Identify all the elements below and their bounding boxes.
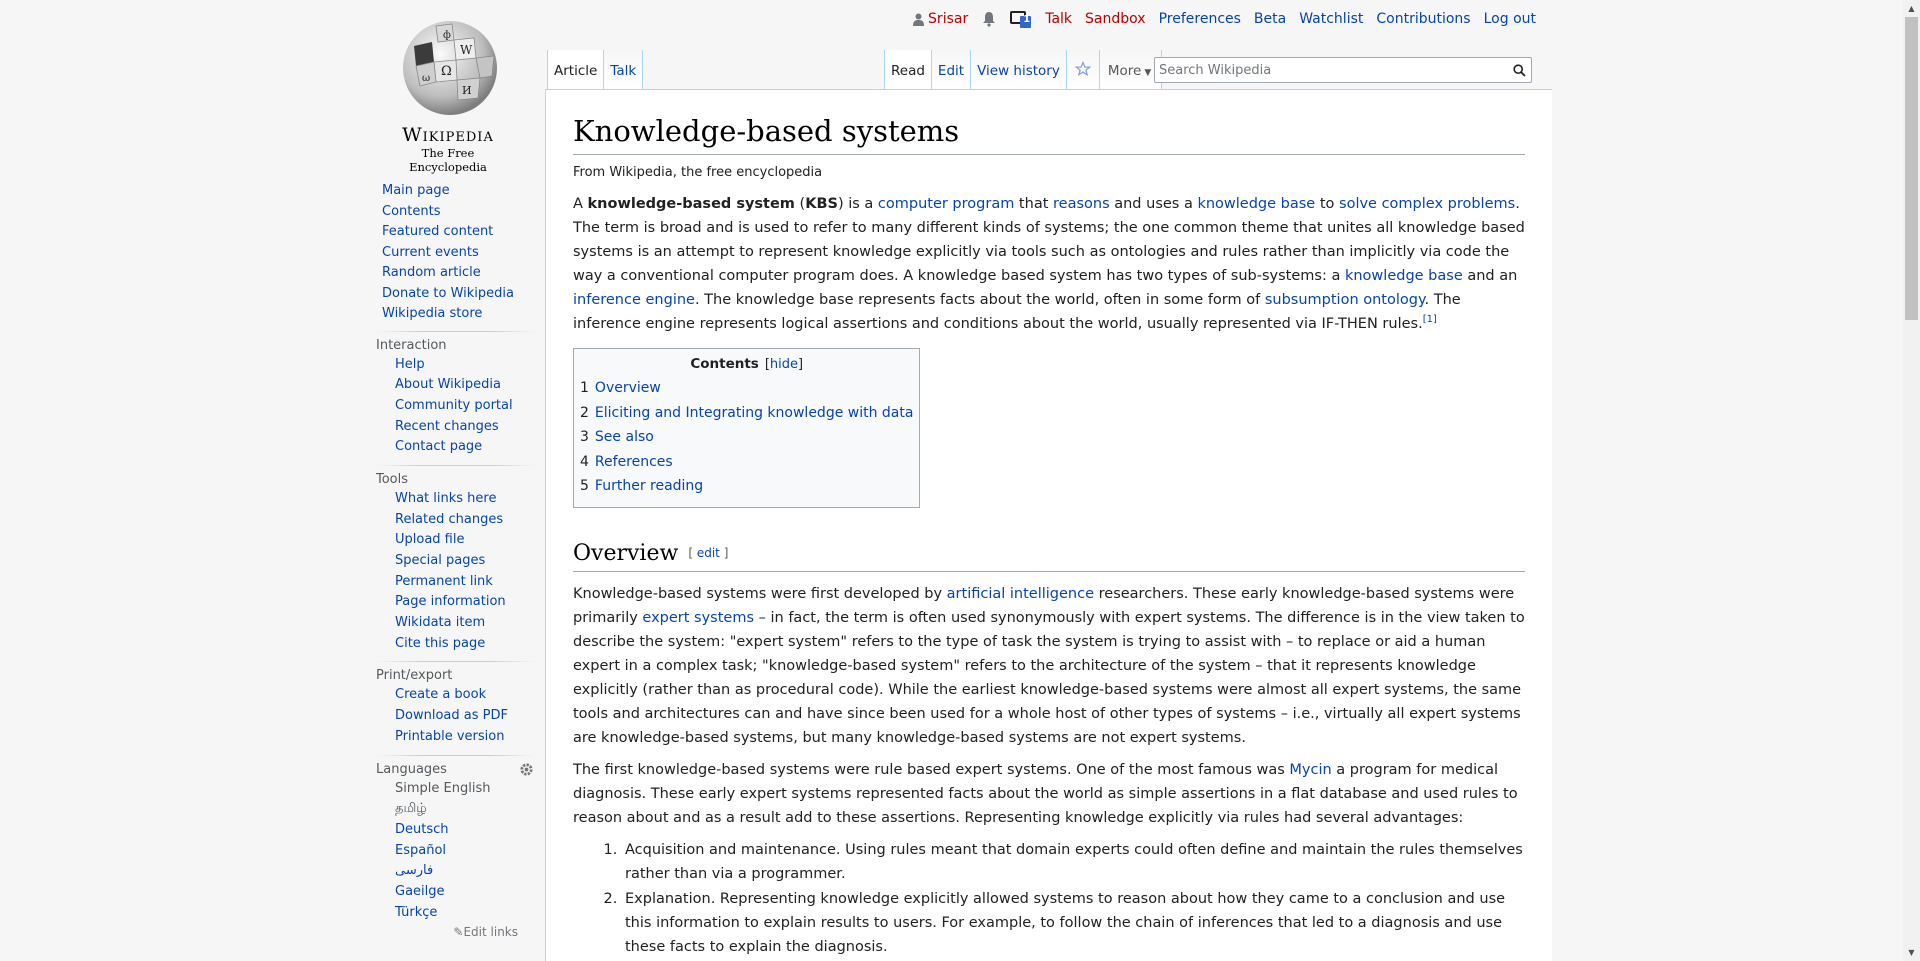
nav-create-book[interactable]: Create a book (395, 687, 487, 703)
tab-article-label: Article (554, 63, 598, 79)
toc-item[interactable] (580, 425, 913, 450)
logo-tagline: The Free Encyclopedia (409, 146, 487, 174)
toc-title: Contents (690, 356, 759, 373)
lang-gaeilge[interactable]: Gaeilge (395, 883, 445, 899)
edit-links-label: Edit links (463, 925, 518, 940)
toc-link-further-reading[interactable]: Further reading (594, 478, 704, 495)
svg-text:ф: ф (443, 30, 451, 41)
lang-turkce[interactable]: Türkçe (395, 904, 438, 920)
nav-printable-version[interactable]: Printable version (395, 728, 505, 744)
scroll-up-arrow-icon[interactable]: ▲ (1908, 4, 1915, 13)
section-edit: [ edit ] (688, 545, 729, 560)
personal-sandbox-link[interactable]: Sandbox (1085, 11, 1146, 27)
toc-title-row (580, 356, 913, 372)
page-title: Knowledge-based systems (573, 113, 1525, 155)
more-menu[interactable] (1100, 50, 1162, 90)
table-of-contents (573, 348, 920, 508)
text: ) is a (837, 196, 878, 213)
nav-permanent-link[interactable]: Permanent link (395, 573, 493, 589)
toc-item[interactable] (580, 474, 913, 499)
wikipedia-logo[interactable] (384, 18, 512, 174)
link-knowledge-base[interactable]: knowledge base (1197, 196, 1316, 213)
portal-tools-title: Tools (366, 470, 536, 489)
tab-history-label: View history (977, 63, 1060, 79)
notices-button[interactable] (1010, 10, 1032, 28)
nav-store[interactable]: Wikipedia store (382, 306, 483, 321)
watch-star-button[interactable] (1067, 50, 1100, 90)
nav-cite-this-page[interactable]: Cite this page (395, 635, 486, 651)
text: researchers. These early knowledge-based systems were primarily (573, 586, 1515, 627)
lang-deutsch[interactable]: Deutsch (395, 821, 449, 837)
nav-contents[interactable]: Contents (382, 203, 441, 219)
notification-count: 1 (1023, 14, 1031, 25)
nav-what-links-here[interactable]: What links here (395, 490, 497, 506)
more-label: More (1107, 63, 1142, 79)
bold-term: knowledge-based system (587, 196, 795, 213)
toc-hide-link[interactable]: hide (769, 357, 799, 373)
toc-item[interactable] (580, 401, 913, 426)
text: . The knowledge base represents facts about the world, often in some form of (694, 292, 1265, 309)
nav-download-pdf[interactable]: Download as PDF (395, 708, 508, 724)
user-icon (913, 13, 924, 26)
link-computer-program[interactable]: computer program (877, 196, 1015, 213)
link-mycin[interactable]: Mycin (1289, 762, 1332, 779)
scrollbar-thumb[interactable] (1905, 17, 1918, 320)
search-icon (1513, 64, 1526, 77)
wordmark: Wikipedia (402, 124, 494, 146)
link-inference-engine[interactable]: inference engine (573, 292, 695, 309)
article-content (545, 89, 1552, 961)
text: and uses a (1109, 196, 1198, 213)
svg-text:ω: ω (422, 73, 431, 84)
portal-print (366, 666, 536, 747)
svg-text:W: W (460, 43, 473, 57)
text: Knowledge-based systems were first developed by (573, 586, 947, 603)
link-artificial-intelligence[interactable]: artificial intelligence (946, 586, 1095, 603)
bold-abbrev: KBS (805, 196, 838, 213)
text: a program for medical diagnosis. These early expert systems represented facts about the world as simple assertions in a flat database and used rules to reason about and as a result add to these assertions. Representing knowledge explicitly via rules had several advantages: (573, 762, 1518, 827)
toc-link-references[interactable]: References (594, 453, 673, 470)
nav-current-events[interactable]: Current events (382, 244, 479, 260)
text: – in fact, the term is often used synonymously with expert systems. The difference is in the view taken to describe the system: "expert system" refers to the type of task the system is trying to assist with – to replace or aid a human expert in a complex task; "knowledge-based system" refers to the architecture of the system – that it represents knowledge explicitly (rather than as procedural code). While the earliest knowledge-based systems were almost all expert systems, the same tools and architectures can and have since been used for a whole host of other types of systems – i.e., virtually all expert systems are knowledge-based systems, but many knowledge-based systems are not expert systems. (573, 610, 1525, 747)
gear-icon[interactable] (519, 762, 534, 777)
scroll-down-arrow-icon[interactable]: ▼ (1908, 948, 1915, 957)
personal-watchlist-link[interactable]: Watchlist (1299, 11, 1364, 27)
nav-random-article[interactable]: Random article (382, 265, 481, 280)
tab-talk-label: Talk (610, 63, 637, 79)
tab-edit[interactable] (932, 50, 971, 90)
toc-number: 2 (580, 404, 589, 421)
link-solve-complex-problems[interactable]: solve complex problems (1339, 196, 1516, 213)
search-button[interactable] (1507, 58, 1531, 82)
view-tabs (884, 50, 1162, 90)
link-subsumption-ontology[interactable]: subsumption ontology (1264, 292, 1425, 309)
site-sub: From Wikipedia, the free encyclopedia (573, 165, 823, 181)
toc-number: 5 (580, 478, 589, 495)
nav-featured-content[interactable]: Featured content (382, 224, 494, 239)
svg-text:И: И (462, 84, 472, 97)
lang-simple-english[interactable]: Simple English (395, 780, 491, 796)
search-box (1154, 57, 1532, 83)
nav-donate[interactable]: Donate to Wikipedia (382, 285, 514, 301)
user-link[interactable] (913, 11, 968, 27)
link-knowledge-base-2[interactable]: knowledge base (1344, 268, 1463, 285)
personal-beta-link[interactable]: Beta (1253, 11, 1287, 27)
tab-read[interactable] (884, 50, 932, 90)
toc-link-overview[interactable]: Overview (594, 380, 661, 397)
personal-preferences-link[interactable]: Preferences (1158, 11, 1241, 27)
portal-interaction-title: Interaction (366, 336, 536, 355)
text: to (1315, 196, 1340, 213)
lang-farsi[interactable]: فارسی (395, 863, 434, 879)
svg-text:Ω: Ω (441, 64, 452, 79)
text: . The term is broad and is used to refer to many different kinds of systems; the one common theme that unites all knowledge based systems is an attempt to represent knowledge explicitly via tools such as ontologies and rules rather than implicitly via code the way a conventional computer program does. A knowledge based system has two types of sub-systems: a (573, 196, 1525, 285)
puzzle-globe-icon (394, 18, 502, 118)
nav-about[interactable]: About Wikipedia (395, 377, 501, 393)
lang-espanol[interactable]: Español (395, 842, 447, 858)
username: Srisar (928, 11, 969, 27)
nav-wikidata-item[interactable]: Wikidata item (395, 615, 486, 631)
main-navigation (366, 180, 536, 324)
reference-1[interactable]: [1] (1422, 314, 1437, 326)
link-expert-systems[interactable]: expert systems (642, 610, 755, 627)
portal-interaction (366, 336, 536, 458)
personal-logout-link[interactable]: Log out (1483, 11, 1536, 27)
portal-languages-title: Languages (366, 760, 536, 779)
nav-recent-changes[interactable]: Recent changes (395, 418, 499, 434)
personal-tools (913, 10, 1536, 28)
portal-print-title: Print/export (366, 666, 536, 685)
text: . The inference engine represents logical assertions and conditions about the world, usually represented via IF-THEN rules. (573, 292, 1461, 333)
nav-page-information[interactable]: Page information (395, 594, 506, 610)
toc-number: 3 (580, 429, 589, 446)
bell-icon[interactable] (981, 11, 997, 27)
personal-talk-link[interactable]: Talk (1045, 11, 1073, 27)
overview-paragraph-1 (573, 582, 1525, 750)
toc-item[interactable] (580, 376, 913, 401)
pencil-icon: ✎ (453, 925, 464, 940)
nav-upload-file[interactable]: Upload file (395, 532, 465, 548)
tab-talk[interactable] (604, 50, 643, 90)
overview-paragraph-2 (573, 758, 1525, 830)
chevron-down-icon: ▼ (1144, 68, 1152, 78)
toc-number: 4 (580, 453, 589, 470)
portal-languages (366, 760, 536, 940)
section-edit-link[interactable]: edit (696, 545, 720, 560)
page-scrollbar[interactable] (1903, 0, 1920, 961)
text: ( (794, 196, 806, 213)
star-icon (1075, 61, 1091, 77)
sidebar (366, 180, 536, 939)
nav-help[interactable]: Help (395, 356, 425, 372)
search-input[interactable] (1155, 63, 1507, 78)
section-heading-overview (573, 540, 1525, 573)
tab-article[interactable] (547, 50, 604, 90)
lang-tamil[interactable]: தமிழ் (395, 801, 427, 817)
advantages-list (622, 838, 1525, 959)
text: that (1014, 196, 1053, 213)
tab-view-history[interactable] (971, 50, 1067, 90)
list-item: 1. Acquisition and maintenance. Using rules meant that domain experts could often define and maintain the rules themselves rather than via a programmer. (622, 838, 1525, 886)
tab-edit-label: Edit (937, 63, 965, 79)
section-title: Overview (573, 540, 679, 566)
text: The first knowledge-based systems were rule based expert systems. One of the most famous was (573, 762, 1290, 779)
nav-main-page[interactable]: Main page (382, 183, 450, 198)
link-reasons[interactable]: reasons (1053, 196, 1110, 213)
nav-contact-page[interactable]: Contact page (395, 439, 483, 455)
intro-paragraph (573, 192, 1525, 336)
toc-item[interactable] (580, 450, 913, 475)
nav-special-pages[interactable]: Special pages (395, 553, 486, 568)
namespace-tabs (547, 50, 643, 90)
nav-community-portal[interactable]: Community portal (395, 397, 513, 413)
personal-contributions-link[interactable]: Contributions (1376, 11, 1471, 27)
tab-read-label: Read (891, 63, 925, 79)
list-item: 2. Explanation. Representing knowledge explicitly allowed systems to reason about how they came to a conclusion and use this information to explain results to users. For example, to follow the chain of inferences that led to a diagnosis and use these facts to explain the diagnosis. (622, 887, 1525, 959)
toc-link-eliciting[interactable]: Eliciting and Integrating knowledge with data (594, 404, 914, 421)
portal-tools (366, 470, 536, 655)
edit-links-button[interactable] (366, 925, 536, 939)
text: and an (1462, 268, 1518, 285)
toc-hide-toggle: [hide] (764, 357, 804, 373)
toc-link-see-also[interactable]: See also (594, 429, 654, 446)
nav-related-changes[interactable]: Related changes (395, 511, 504, 527)
text: A (573, 196, 588, 213)
toc-number: 1 (580, 380, 589, 397)
